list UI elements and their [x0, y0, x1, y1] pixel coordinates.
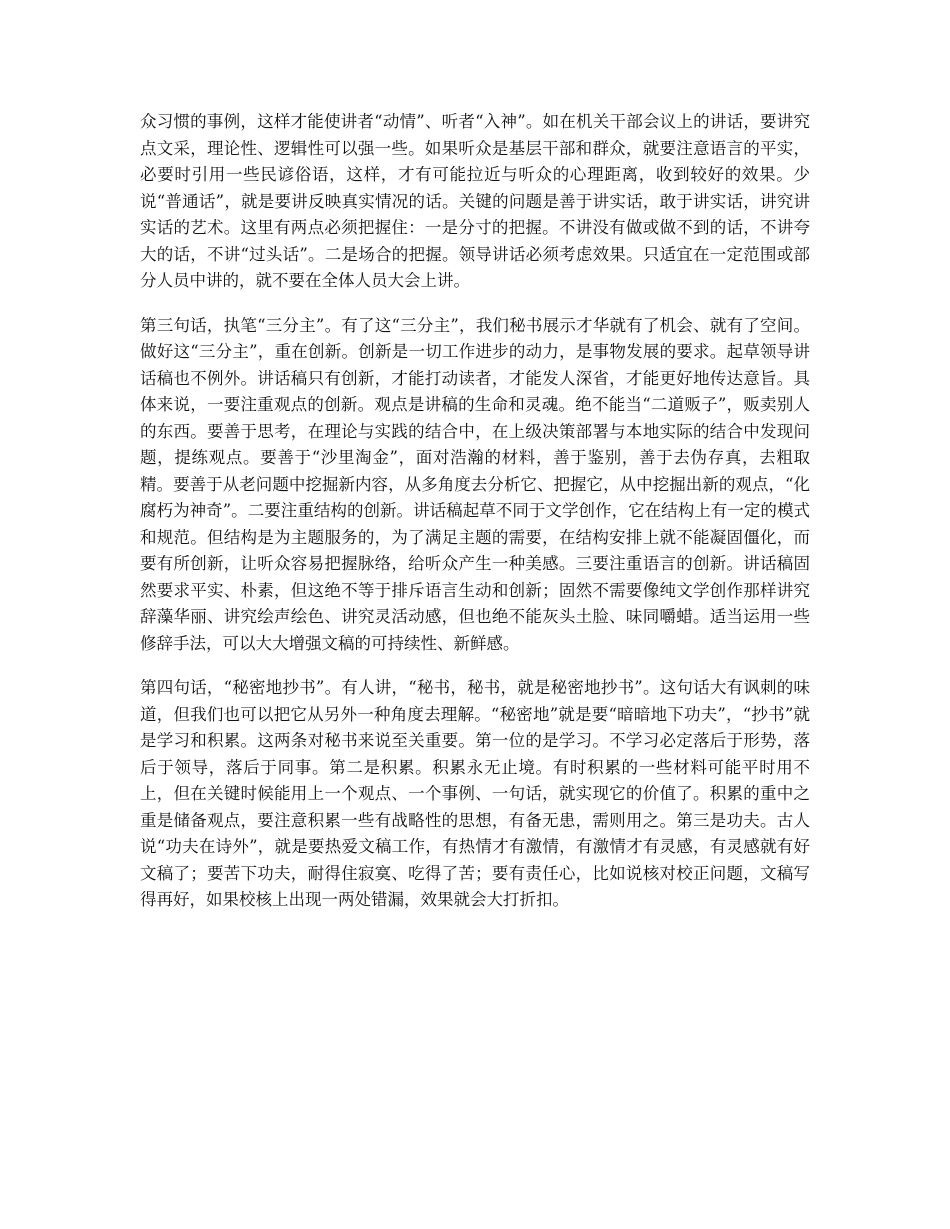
paragraph-third-phrase: 第三句话，执笔“三分主”。有了这“三分主”，我们秘书展示才华就有了机会、就有了空间。做好这“三分主”，重在创新。创新是一切工作进步的动力，是事物发展的要求。起草领导讲话稿也不例外。讲话稿只有创新，才能打动读者，才能发人深省，才能更好地传达意旨。具体来说，一要注重观点的创新。观点是讲稿的生命和灵魂。绝不能当“二道贩子”，贩卖别人的东西。要善于思考，在理论与实践的结合中，在上级决策部署与本地实际的结合中发现问题，提练观点。要善于“沙里淘金”，面对浩瀚的材料，善于鉴别，善于去伪存真，去粗取精。要善于从老问题中挖掘新内容，从多角度去分析它、把握它，从中挖掘出新的观点，“化腐朽为神奇”。二要注重结构的创新。讲话稿起草不同于文学创作，它在结构上有一定的模式和规范。但结构是为主题服务的，为了满足主题的需要，在结构安排上就不能凝固僵化，而要有所创新，让听众容易把握脉络，给听众产生一种美感。三要注重语言的创新。讲话稿固然要求平实、朴素，但这绝不等于排斥语言生动和创新；固然不需要像纯文学创作那样讲究辞藻华丽、讲究绘声绘色、讲究灵活动感，但也绝不能灰头土脸、味同嚼蜡。适当运用一些修辞手法，可以大大增强文稿的可持续性、新鲜感。 [140, 315, 810, 653]
document-body [140, 109, 810, 932]
paragraph-fourth-phrase: 第四句话，“秘密地抄书”。有人讲，“秘书，秘书，就是秘密地抄书”。这句话大有讽刺的味道，但我们也可以把它从另外一种角度去理解。“秘密地”就是要“暗暗地下功夫”，“抄书”就是学习和积累。这两条对秘书来说至关重要。第一位的是学习。不学习必定落后于形势，落后于领导，落后于同事。第二是积累。积累永无止境。有时积累的一些材料可能平时用不上，但在关键时候能用上一个观点、一个事例、一句话，就实现它的价值了。积累的重中之重是储备观点，要注意积累一些有战略性的思想，有备无患，需则用之。第三是功夫。古人说“功夫在诗外”，就是要热爱文稿工作，有热情才有激情，有激情才有灵感，有灵感就有好文稿了；要苦下功夫，耐得住寂寞、吃得了苦；要有责任心，比如说核对校正问题，文稿写得再好，如果校核上出现一两处错漏，效果就会大打折扣。 [140, 678, 810, 909]
paragraph-speech-style: 众习惯的事例，这样才能使讲者“动情”、听者“入神”。如在机关干部会议上的讲话，要讲究点文采，理论性、逻辑性可以强一些。如果听众是基层干部和群众，就要注意语言的平实，必要时引用一些民谚俗语，这样，才有可能拉近与听众的心理距离，收到较好的效果。少说“普通话”，就是要讲反映真实情况的话。关键的问题是善于讲实话，敢于讲实话，讲究讲实话的艺术。这里有两点必须把握住：一是分寸的把握。不讲没有做或做不到的话，不讲夸大的话，不讲“过头话”。二是场合的把握。领导讲话必须考虑效果。只适宜在一定范围或部分人员中讲的，就不要在全体人员大会上讲。 [140, 112, 810, 290]
